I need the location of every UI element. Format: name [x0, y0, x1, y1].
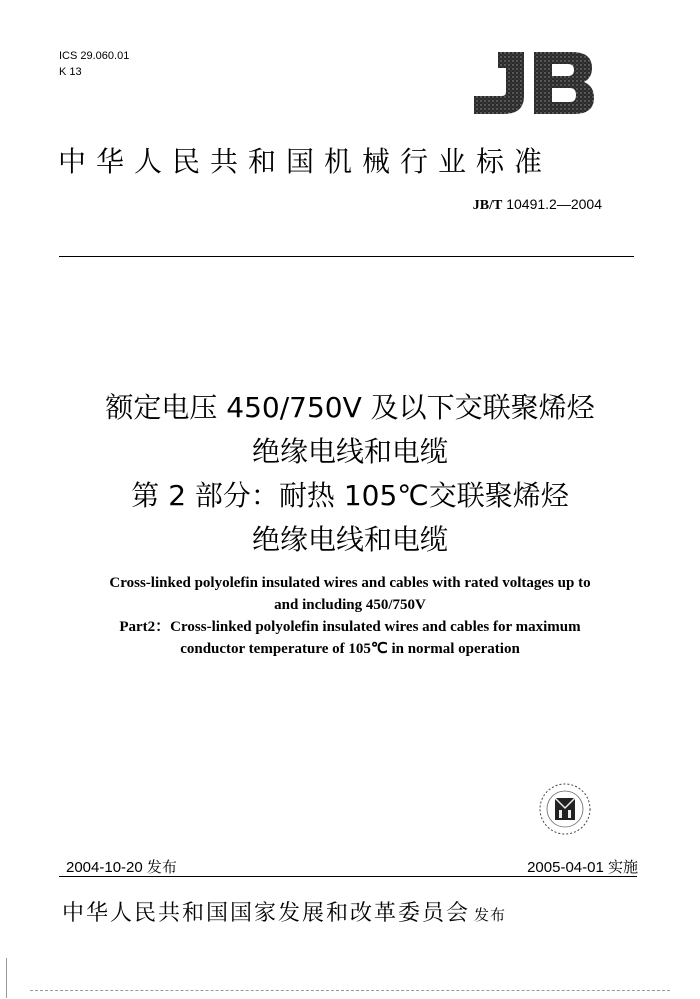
title-en-line1: Cross-linked polyolefin insulated wires and cables with rated voltages up to: [109, 575, 591, 591]
top-rule: [59, 256, 634, 257]
publisher-suffix: 发布: [474, 906, 507, 924]
standard-prefix: JB/T: [472, 198, 503, 213]
title-en-line4: conductor temperature of 105℃ in normal operation: [180, 641, 520, 657]
title-en-line2: and including 450/750V: [274, 597, 426, 613]
title-en-line3: Part2：Cross-linked polyolefin insulated wires and cables for maximum: [119, 619, 581, 635]
bottom-rule: [59, 876, 637, 877]
title-zh-line4: 绝缘电线和电缆: [251, 523, 448, 556]
ics-classification: [59, 48, 129, 80]
title-zh-line3: 第 2 部分：耐热 105℃交联聚烯烃: [131, 479, 569, 512]
english-title: [0, 572, 700, 660]
publisher-seal-icon: [538, 782, 592, 836]
implementation-date: 2005-04-01 实施: [527, 859, 638, 876]
ics-code: ICS 29.060.01: [59, 50, 130, 62]
jb-logo: [468, 48, 598, 118]
publisher: [62, 896, 506, 927]
title-zh-line2: 绝缘电线和电缆: [251, 435, 448, 468]
issue-date: 2004-10-20 发布: [66, 859, 177, 876]
page-edge-mark: [6, 958, 7, 998]
page-edge-divider: [30, 990, 670, 991]
chinese-title: [0, 386, 700, 562]
publisher-name: 中华人民共和国国家发展和改革委员会: [62, 901, 471, 926]
standard-number: [473, 196, 602, 214]
standard-code: 10491.2—2004: [506, 196, 602, 212]
title-zh-line1: 额定电压 450/750V 及以下交联聚烯烃: [105, 391, 595, 424]
class-code: K 13: [59, 66, 82, 78]
org-title: 中华人民共和国机械行业标准: [58, 145, 553, 178]
